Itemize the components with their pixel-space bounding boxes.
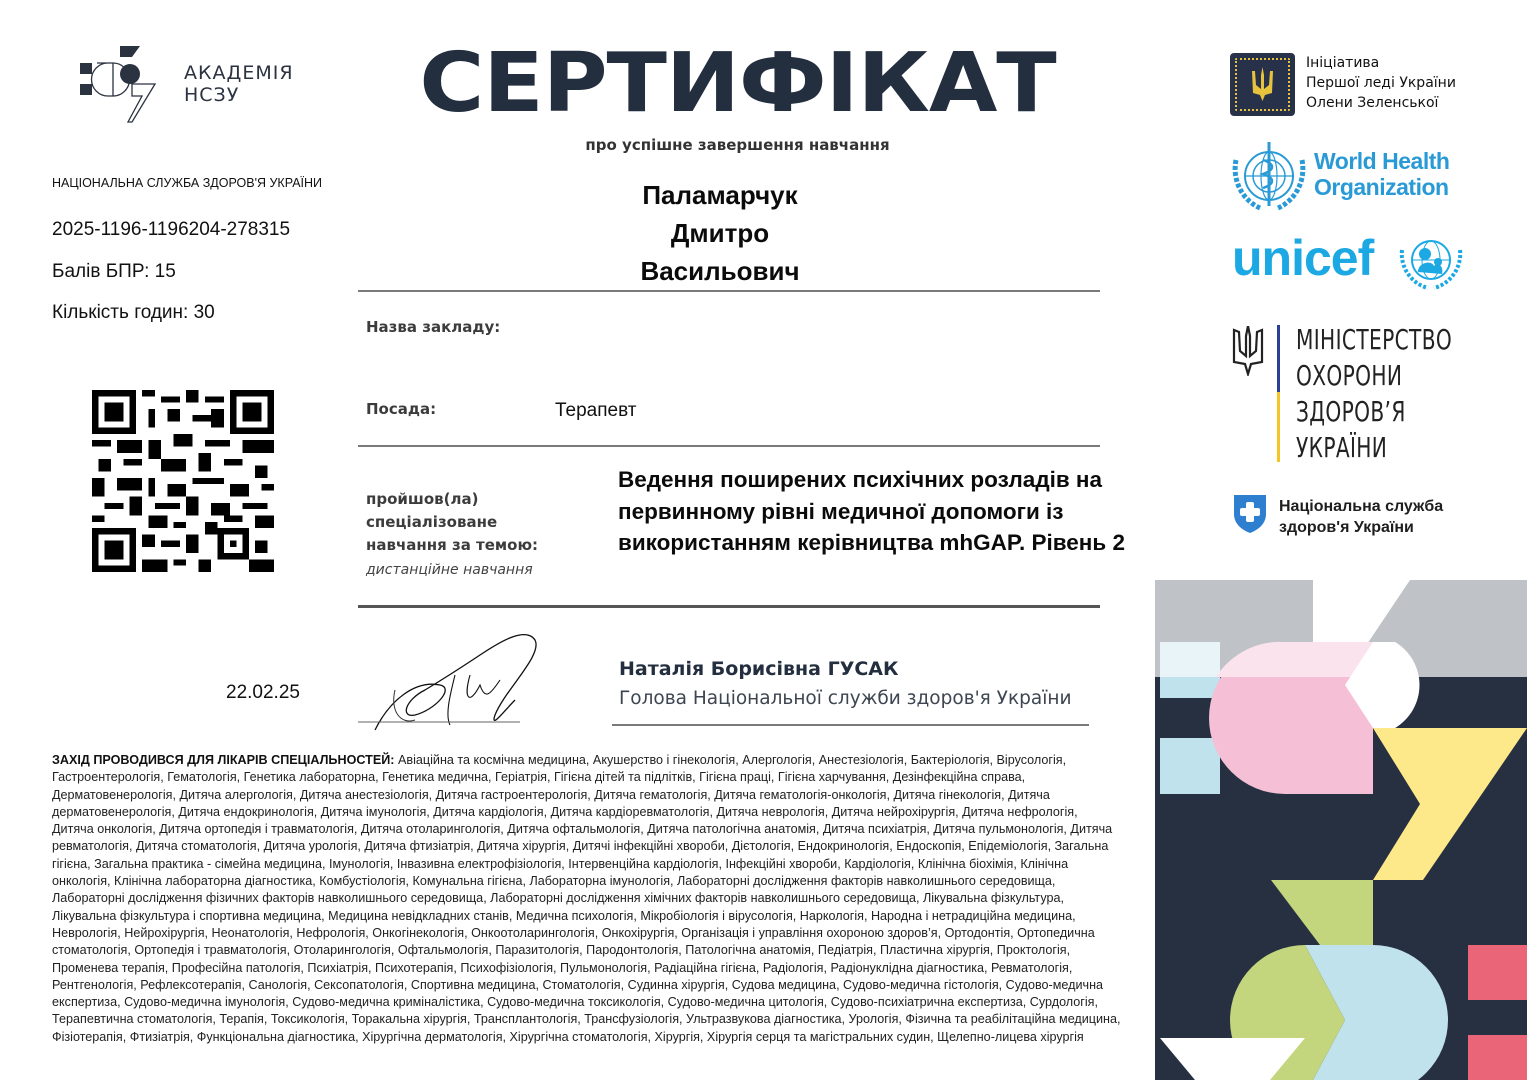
qr-code-icon[interactable] [92,390,274,572]
divider [358,445,1100,447]
issuer-organization: НАЦІОНАЛЬНА СЛУЖБА ЗДОРОВ'Я УКРАЇНИ [52,176,323,190]
position-value: Терапевт [555,400,637,421]
training-topic: Ведення поширених психічних розладів на первинному рівні медичної допомоги із використанням керівництва mhGAP. Рівень 2 [618,467,1125,555]
first-lady-line: Ініціатива [1306,55,1380,71]
unicef-logo-text: unicef [1232,230,1374,286]
certificate-subtitle: про успішне завершення навчання [585,136,890,154]
signature-icon [355,630,555,740]
cpd-points: Балів БПР: 15 [52,261,176,282]
topic-label-line: пройшов(ла) [366,490,479,508]
moh-line: МІНІСТЕРСТВО [1296,323,1453,356]
who-line: Organization [1314,174,1449,200]
nszu-line: здоров'я України [1279,519,1414,536]
who-emblem-icon [1230,140,1308,212]
first-lady-emblem-icon [1230,53,1295,116]
first-lady-line: Олени Зеленської [1306,95,1439,111]
topic-label-line: навчання за темою: [366,536,539,554]
moh-line: ОХОРОНИ [1296,359,1403,392]
moh-bar-blue [1277,325,1280,392]
position-label: Посада: [366,400,437,418]
divider [358,290,1100,292]
moh-line: ЗДОРОВ’Я [1296,395,1406,428]
recipient-last-name: Паламарчук [642,180,798,210]
trident-icon [1250,67,1275,102]
training-mode: дистанційне навчання [366,562,533,578]
moh-bar-yellow [1277,392,1280,462]
divider-thick [358,605,1100,608]
hours-count: Кількість годин: 30 [52,302,215,323]
who-line: World Health [1314,148,1450,174]
ukraine-trident-icon [1232,326,1264,376]
logo-line-2: НСЗУ [184,84,240,106]
ministry-of-health-text [1296,322,1452,466]
signer-role: Голова Національної служби здоров'я України [619,688,1072,709]
who-logo-text [1314,148,1449,200]
unicef-emblem-icon [1398,232,1464,292]
signer-name: Наталія Борисівна ГУСАК [619,658,899,680]
academy-logo-icon [80,44,180,144]
topic-label [366,488,538,557]
recipient-first-name: Дмитро [670,218,770,248]
nszu-line: Національна служба [1279,498,1444,515]
logo-line-1: АКАДЕМІЯ [184,62,294,84]
signature-line [612,724,1089,726]
decorative-geometric-art [1155,580,1527,1080]
certificate-title: СЕРТИФІКАТ [419,36,1056,131]
issue-date: 22.02.25 [226,682,300,703]
certificate-number: 2025-1196-1196204-278315 [52,219,291,240]
nszu-shield-icon [1231,492,1269,534]
institution-label: Назва закладу: [366,318,501,336]
first-lady-line: Першої леді України [1306,75,1456,91]
specialties-heading: ЗАХІД ПРОВОДИВСЯ ДЛЯ ЛІКАРІВ СПЕЦІАЛЬНОСТЕЙ: [52,753,395,767]
academy-logo-text [184,62,294,106]
specialties-list: Авіаційна та космічна медицина, Акушерство і гінекологія, Алергологія, Анестезіологія, Бактеріологія, Вірусологія, Гастроентерологія, Гематологія, Генетика лабораторна, Генетика медична, Геріатрія, Гігієна дітей та підлітків, Гігієна праці, Гігієна харчування, Дезінфекційна справа, Дерматовенерологія, Дитяча алергологія, Дитяча анестезіологія, Дитяча гастроентерологія, Дитяча гематологія, Дитяча гематологія-онкологія, Дитяча гінекологія, Дитяча дерматовенерологія, Дитяча ендокринологія, Дитяча імунологія, Дитяча кардіологія, Дитяча кардіоревматологія, Дитяча неврологія, Дитяча нейрохірургія, Дитяча нефрологія, Дитяча онкологія, Дитяча ортопедія і травматологія, Дитяча отоларингологія, Дитяча офтальмологія, Дитяча патологічна анатомія, Дитяча психіатрія, Дитяча пульмонологія, Дитяча ревматологія, Дитяча стоматологія, Дитяча урологія, Дитяча фтизіатрія, Дитяча хірургія, Дитячі інфекційні хвороби, Дієтологія, Ендокринологія, Ендоскопія, Епідеміологія, Загальна гігієна, Загальна практика - сімейна медицина, Імунологія, Інвазивна електрофізіологія, Інтервенційна кардіологія, Інфекційні хвороби, Кардіологія, Клінічна біохімія, Клінічна онкологія, Клінічна лабораторна діагностика, Комбустіологія, Комунальна гігієна, Лабораторна імунологія, Лабораторні дослідження факторів навколишнього середовища, Лабораторні дослідження фізичних факторів навколишнього середовища, Лабораторні дослідження хімічних факторів навколишнього середовища, Лікувальна фізкультура, Лікувальна фізкультура і спортивна медицина, Медицина невідкладних станів, Медична психологія, Мікробіологія і вірусологія, Наркологія, Народна і нетрадиційна медицина, Неврологія, Нейрохірургія, Неонатологія, Нефрологія, Онкогінекологія, Онкоотоларингологія, Онкохірургія, Організація і управління охороною здоров’я, Ортодонтія, Ортопедична стоматологія, Ортопедія і травматологія, Отоларингологія, Офтальмологія, Паразитологія, Пародонтологія, Патологічна анатомія, Педіатрія, Пластична хірургія, Проктологія, Променева терапія, Професійна патологія, Психіатрія, Психотерапія, Психофізіологія, Пульмонологія, Радіаційна гігієна, Радіологія, Радіонуклідна діагностика, Ревматологія, Рентгенологія, Рефлексотерапія, Санологія, Сексопатологія, Спортивна медицина, Стоматологія, Судинна хірургія, Судова медицина, Судово-медична гістологія, Судово-медична експертиза, Судово-медична імунологія, Судово-медична криміналістика, Судово-медична токсикологія, Судово-медична цитологія, Судово-психіатрична експертиза, Сурдологія, Терапевтична стоматологія, Терапія, Токсикологія, Торакальна хірургія, Трансплантологія, Трансфузіологія, Ультразвукова діагностика, Урологія, Фізична та реабілітаційна медицина, Фізіотерапія, Фтизіатрія, Функціональна діагностика, Хірургічна дерматологія, Хірургічна стоматологія, Хірургія, Хірургія серця та магістральних судин, Щелепно-лицева хірургія [52,753,1121,1044]
topic-label-line: спеціалізоване [366,513,498,531]
recipient-patronymic: Васильович [640,256,800,286]
recipient-name [520,176,920,290]
first-lady-initiative-text [1306,53,1456,113]
moh-line: УКРАЇНИ [1296,431,1388,464]
specialties-paragraph [52,752,1122,1046]
nszu-logo-text [1279,496,1443,538]
